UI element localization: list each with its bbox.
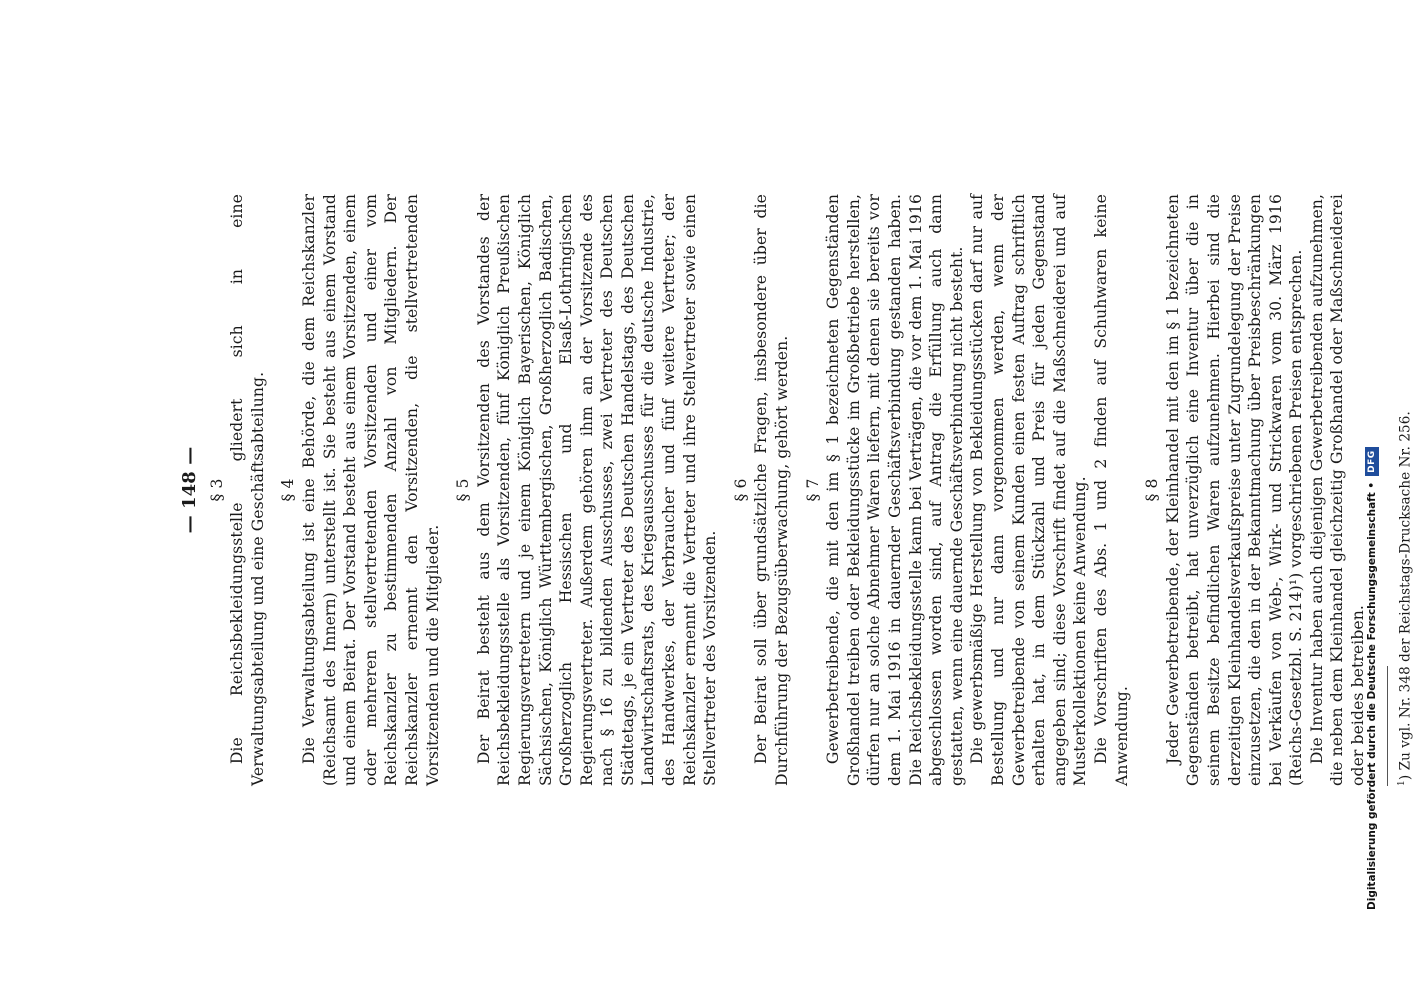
footnote-text: ) Zu vgl. Nr. 348 der Reichstags-Drucksache Nr. 256. [1397, 411, 1414, 781]
section-block [278, 194, 443, 786]
digitization-credit [1363, 70, 1381, 910]
section-paragraph: Der Beirat soll über grundsätzliche Fragen, insbesondere über die Durchführung der Bezugsüberwachung, gehört werden. [752, 194, 792, 786]
section-paragraph: Die Inventur haben auch diejenigen Gewerbetreibenden aufzunehmen, die neben dem Kleinhandel gleichzeitig Großhandel oder Maßschneiderei oder beides betreiben. [1307, 194, 1368, 786]
section-paragraph: Jeder Gewerbetreibende, der Kleinhandel mit den im § 1 bezeichneten Gegenständen betreibt, hat unverzüglich eine Inventur über die in seinem Besitze befindlichen Waren aufzunehmen. Hierbei sind die derzeitigen Kleinhandelsverkaufspreise unter Zugrundelegung der Preise einzusetzen, die den in der Bekanntmachung über Preisbeschränkungen bei Verkäufen von Web-, Wirk- und Strickwaren vom 30. März 1916 (Reichs-Gesetzbl. S. 214)¹) vorgeschriebenen Preisen entsprechen. [1163, 194, 1306, 786]
section-paragraph: Gewerbetreibende, die mit den im § 1 bezeichneten Gegenständen Großhandel treiben oder Bekleidungsstücke im Großbetriebe herstellen, dürfen nur an solche Abnehmer Waren liefern, mit denen sie bereits vor dem 1. Mai 1916 in dauernder Geschäftsverbindung gestanden haben. Die Reichsbekleidungsstelle kann bei Verträgen, die vor dem 1. Mai 1916 abgeschlossen worden sind, auf Antrag die Erfüllung auch dann gestatten, wenn eine dauernde Geschäftsverbindung nicht besteht. [824, 194, 966, 786]
footnote [1394, 194, 1414, 786]
sections-container [207, 194, 1369, 786]
section-block [1142, 194, 1369, 786]
section-paragraph: Die Vorschriften des Abs. 1 und 2 finden auf Schuhwaren keine Anwendung. [1091, 194, 1131, 786]
page-number: — 148 — [179, 446, 200, 534]
footnote-marker: 1 [1396, 780, 1407, 786]
section-paragraph: Der Beirat besteht aus dem Vorsitzenden des Vorstandes der Reichsbekleidungsstelle als Vorsitzenden, fünf Königlich Preußischen Regierungsvertretern und je einem Königlich Bayerischen, Königlich Sächsischen, Königlich Württembergischen, Großherzoglich Badischen, Großherzoglich Hessischen und Elsaß-Lothringischen Regierungsvertreter. Außerdem gehören ihm an der Vorsitzende des nach § 16 zu bildenden Ausschusses, zwei Vertreter des Deutschen Städtetags, je ein Vertreter des Deutschen Handelstags, des Deutschen Landwirtschaftsrats, des Kriegsausschusses für die deutsche Industrie, des Handwerkes, der Verbraucher und fünf weitere Vertreter; der Reichskanzler ernennt die Vertreter und ihre Stellvertreter sowie einen Stellvertreter des Vorsitzenden. [474, 194, 720, 786]
dfg-logo: DFG [1365, 447, 1379, 476]
section-block [207, 194, 269, 786]
section-heading: § 7 [803, 478, 822, 502]
section-heading: § 3 [207, 478, 226, 502]
section-paragraph: Die Verwaltungsabteilung ist eine Behörde, die dem Reichskanzler (Reichsamt des Innern) unterstellt ist. Sie besteht aus einem Vorstand und einem Beirat. Der Vorstand besteht aus einem Vorsitzenden, einem oder mehreren stellvertretenden Vorsitzenden und einer vom Reichskanzler zu bestimmenden Anzahl von Mitgliedern. Der Reichskanzler ernennt den Vorsitzenden, die stellvertretenden Vorsitzenden und die Mitglieder. [299, 194, 442, 786]
credit-text: Digitalisierung gefördert durch die Deutsche Forschungsgemeinschaft • [1366, 481, 1378, 910]
section-heading: § 4 [279, 478, 298, 502]
section-heading: § 8 [1143, 478, 1162, 502]
section-paragraph: Die Reichsbekleidungsstelle gliedert sich in eine Verwaltungsabteilung und eine Geschäftsabteilung. [228, 194, 267, 786]
footnote-divider [1387, 666, 1388, 786]
section-block [453, 194, 721, 786]
section-block [731, 194, 793, 786]
section-paragraph: Die gewerbsmäßige Herstellung von Bekleidungsstücken darf nur auf Bestellung und nur dann vorgenommen werden, wenn der Gewerbetreibende von seinem Kunden einen festen Auftrag schriftlich erhalten hat, in dem Stückzahl und Preis für jeden Gegenstand angegeben sind; diese Vorschrift findet auf die Maßschneiderei und auf Musterkollektionen keine Anwendung. [968, 194, 1090, 786]
section-heading: § 6 [731, 478, 750, 502]
section-heading: § 5 [454, 478, 473, 502]
section-block [803, 194, 1133, 786]
